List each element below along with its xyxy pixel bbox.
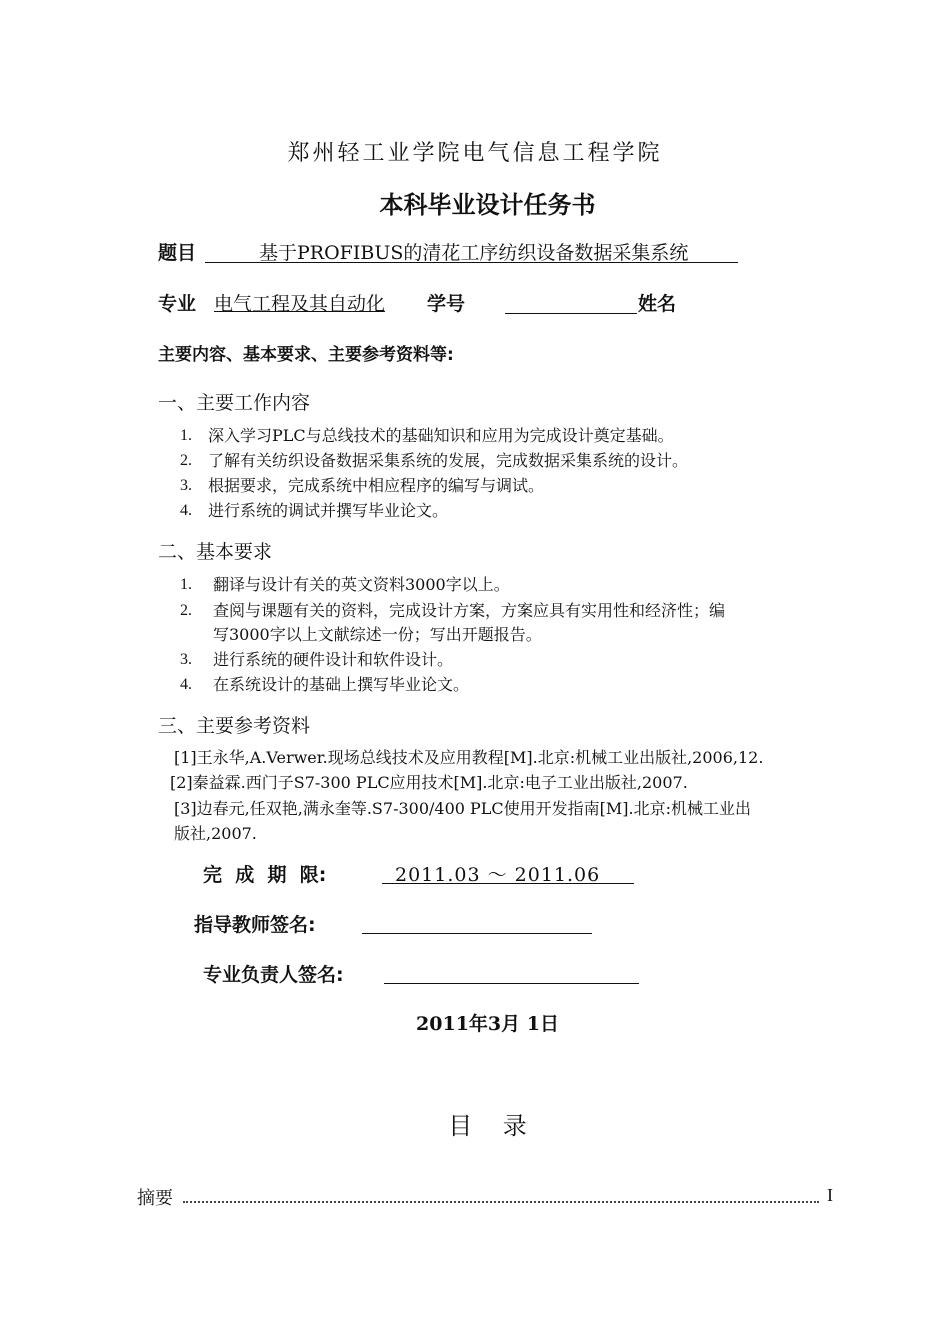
institution-name: 郑州轻工业学院电气信息工程学院 bbox=[287, 141, 663, 166]
major-label: 专业 bbox=[158, 293, 197, 315]
deadline-label: 完 成 期 限: bbox=[203, 864, 327, 886]
toc-title: 目 录 bbox=[448, 1112, 527, 1140]
toc-leader-dots bbox=[183, 1201, 819, 1203]
section2-heading: 二、基本要求 bbox=[158, 541, 273, 563]
reference-item: [1]王永华,A.Verwer.现场总线技术及应用教程[M].北京:机械工业出版社,2006,12. bbox=[174, 748, 764, 767]
major-value: 电气工程及其自动化 bbox=[214, 293, 386, 315]
deadline-value: 2011.03 ～ 2011.06 bbox=[395, 864, 601, 886]
head-signature-label: 专业负责人签名: bbox=[203, 964, 344, 986]
advisor-signature-line bbox=[362, 933, 592, 934]
toc-entry-label: 摘要 bbox=[137, 1184, 175, 1210]
document-date: 2011年3月 1日 bbox=[416, 1013, 559, 1035]
reference-item-continuation: 版社,2007. bbox=[174, 824, 257, 843]
name-label: 姓名 bbox=[638, 293, 677, 315]
advisor-signature-label: 指导教师签名: bbox=[194, 914, 316, 936]
section3-heading: 三、主要参考资料 bbox=[158, 715, 311, 737]
section1-heading: 一、主要工作内容 bbox=[158, 392, 311, 414]
document-title: 本科毕业设计任务书 bbox=[379, 191, 596, 219]
head-signature-line bbox=[384, 983, 639, 984]
topic-value: 基于PROFIBUS的清花工序纺织设备数据采集系统 bbox=[259, 242, 689, 264]
content-intro: 主要内容、基本要求、主要参考资料等: bbox=[158, 345, 454, 365]
topic-label: 题目 bbox=[158, 242, 197, 264]
reference-item: [2]秦益霖.西门子S7-300 PLC应用技术[M].北京:电子工业出版社,2007. bbox=[170, 773, 688, 792]
toc-entry[interactable] bbox=[137, 1184, 837, 1212]
student-id-label: 学号 bbox=[427, 293, 466, 315]
student-id-blank bbox=[505, 313, 637, 314]
reference-item: [3]边春元,任双艳,满永奎等.S7-300/400 PLC使用开发指南[M].北京:机械工业出 bbox=[174, 799, 752, 818]
toc-entry-page: I bbox=[827, 1185, 833, 1205]
